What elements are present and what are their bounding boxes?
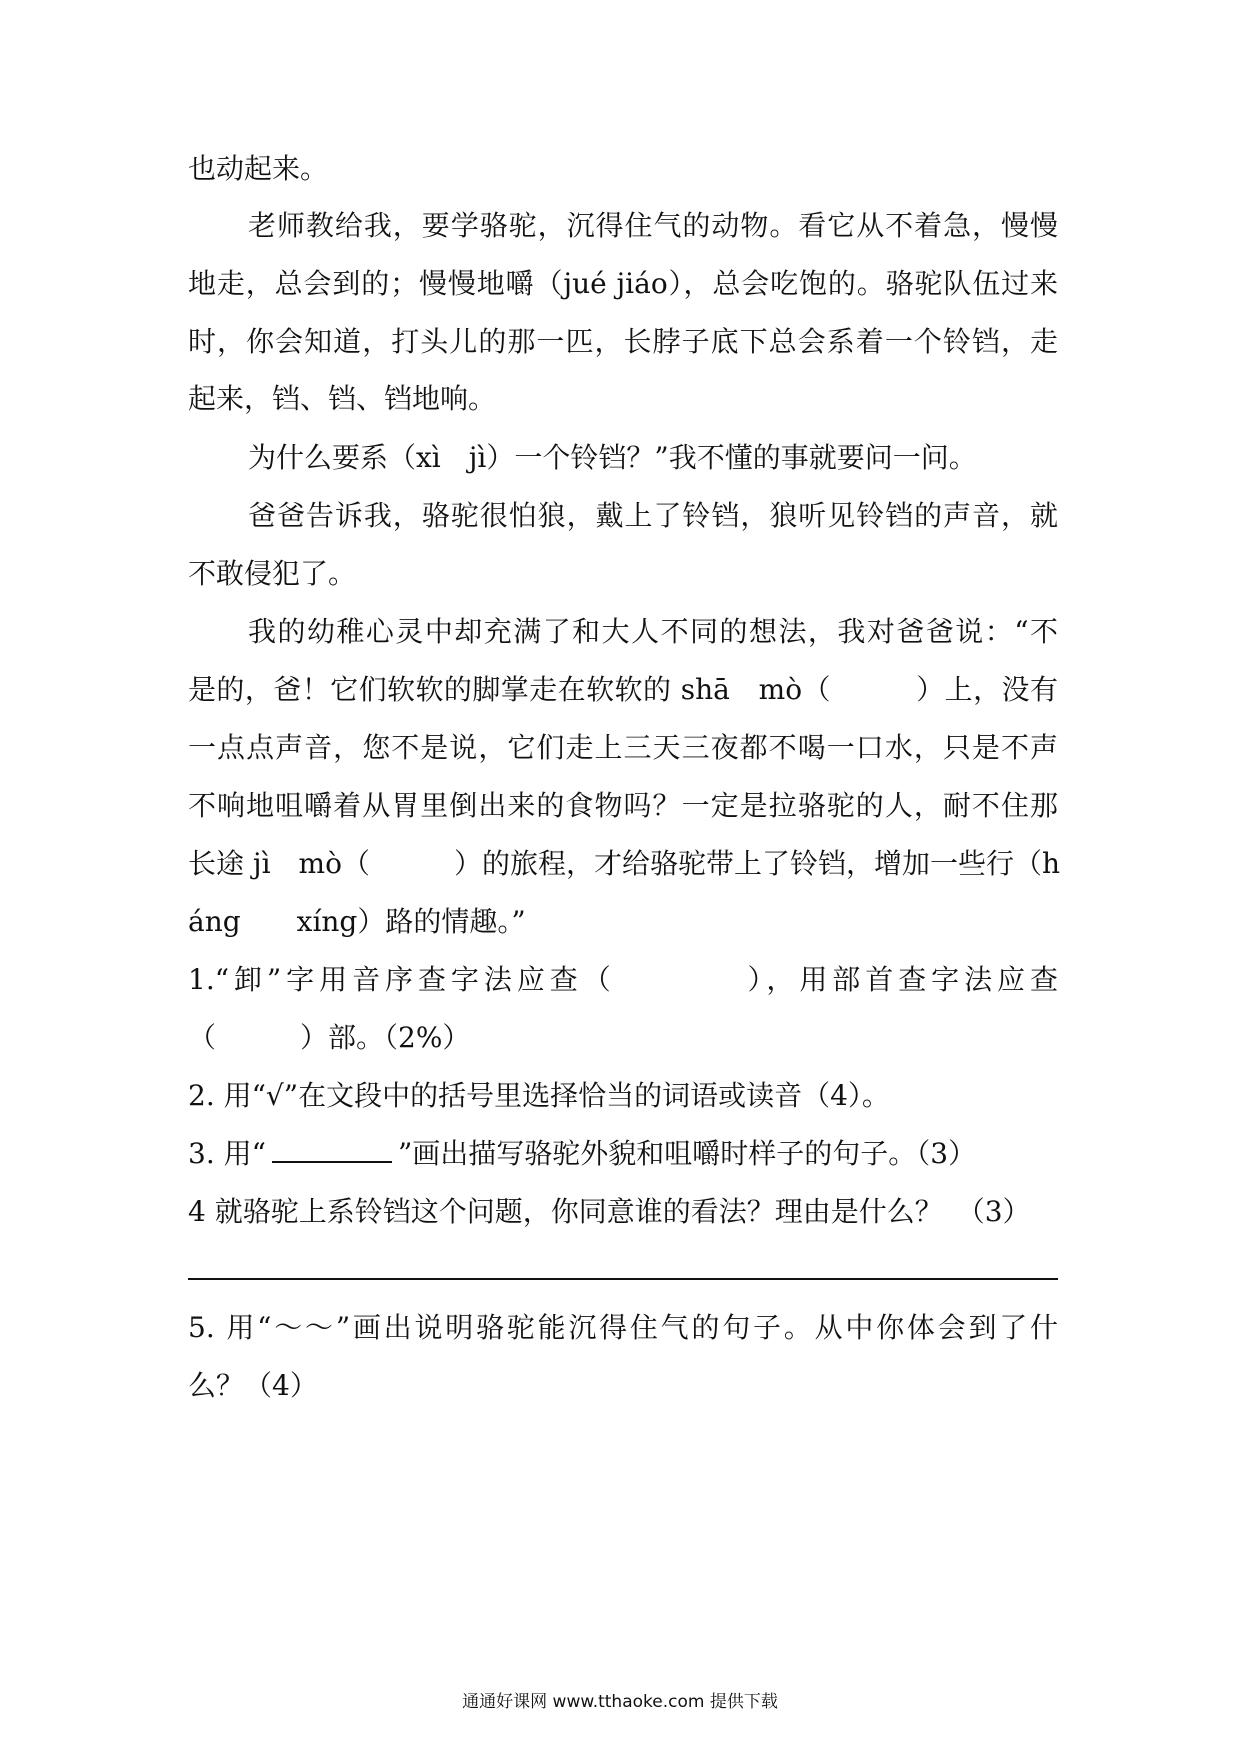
passage-line-14: áng xíng）路的情趣。” xyxy=(188,905,526,938)
passage-line-8: 不敢侵犯了。 xyxy=(188,557,357,590)
passage-line-1: 也动起来。 xyxy=(188,152,329,185)
question-3-suffix: ”画出描写骆驼外貌和咀嚼时样子的句子。（3） xyxy=(397,1137,977,1170)
question-5-line-1: 5. 用“～～”画出说明骆驼能沉得住气的句子。从中你体会到了什 xyxy=(188,1311,1058,1344)
answer-line[interactable] xyxy=(188,1278,1058,1280)
passage-line-4: 时，你会知道，打头儿的那一匹，长脖子底下总会系着一个铃铛，走 xyxy=(188,325,1058,358)
passage-line-5: 起来，铛、铛、铛地响。 xyxy=(188,382,497,415)
passage-line-10: 是的，爸！它们软软的脚掌走在软软的 shā mò（ ）上，没有 xyxy=(188,673,1058,706)
question-1-line-1: 1.“卸”字用音序查字法应查（ ），用部首查字法应查 xyxy=(188,963,1058,996)
question-5-line-2: 么？（4） xyxy=(188,1369,318,1402)
question-3 xyxy=(188,1134,1058,1174)
question-2: 2. 用“√”在文段中的括号里选择恰当的词语或读音（4）。 xyxy=(188,1079,890,1112)
page-footer: 通通好课网 www.tthaoke.com 提供下载 xyxy=(462,1692,778,1712)
passage-line-2: 老师教给我，要学骆驼，沉得住气的动物。看它从不着急，慢慢 xyxy=(248,209,1058,242)
passage-line-9: 我的幼稚心灵中却充满了和大人不同的想法，我对爸爸说：“不 xyxy=(248,615,1058,648)
passage-line-6: 为什么要系（xì jì）一个铃铛？”我不懂的事就要问一问。 xyxy=(248,441,977,474)
question-3-prefix: 3. 用“ xyxy=(188,1137,266,1170)
underline-sample xyxy=(272,1135,392,1163)
passage-line-11: 一点点声音，您不是说，它们走上三天三夜都不喝一口水，只是不声 xyxy=(188,731,1058,764)
passage-line-12: 不响地咀嚼着从胃里倒出来的食物吗？一定是拉骆驼的人，耐不住那 xyxy=(188,789,1058,822)
passage-line-3: 地走，总会到的；慢慢地嚼（jué jiáo），总会吃饱的。骆驼队伍过来 xyxy=(188,267,1058,300)
question-1-line-2: （ ）部。（2%） xyxy=(188,1021,471,1054)
passage-line-13: 长途 jì mò（ ）的旅程，才给骆驼带上了铃铛，增加一些行（h xyxy=(188,847,1060,880)
question-4: 4 就骆驼上系铃铛这个问题，你同意谁的看法？理由是什么？ （3） xyxy=(188,1195,1031,1228)
passage-line-7: 爸爸告诉我，骆驼很怕狼，戴上了铃铛，狼听见铃铛的声音，就 xyxy=(248,499,1058,532)
